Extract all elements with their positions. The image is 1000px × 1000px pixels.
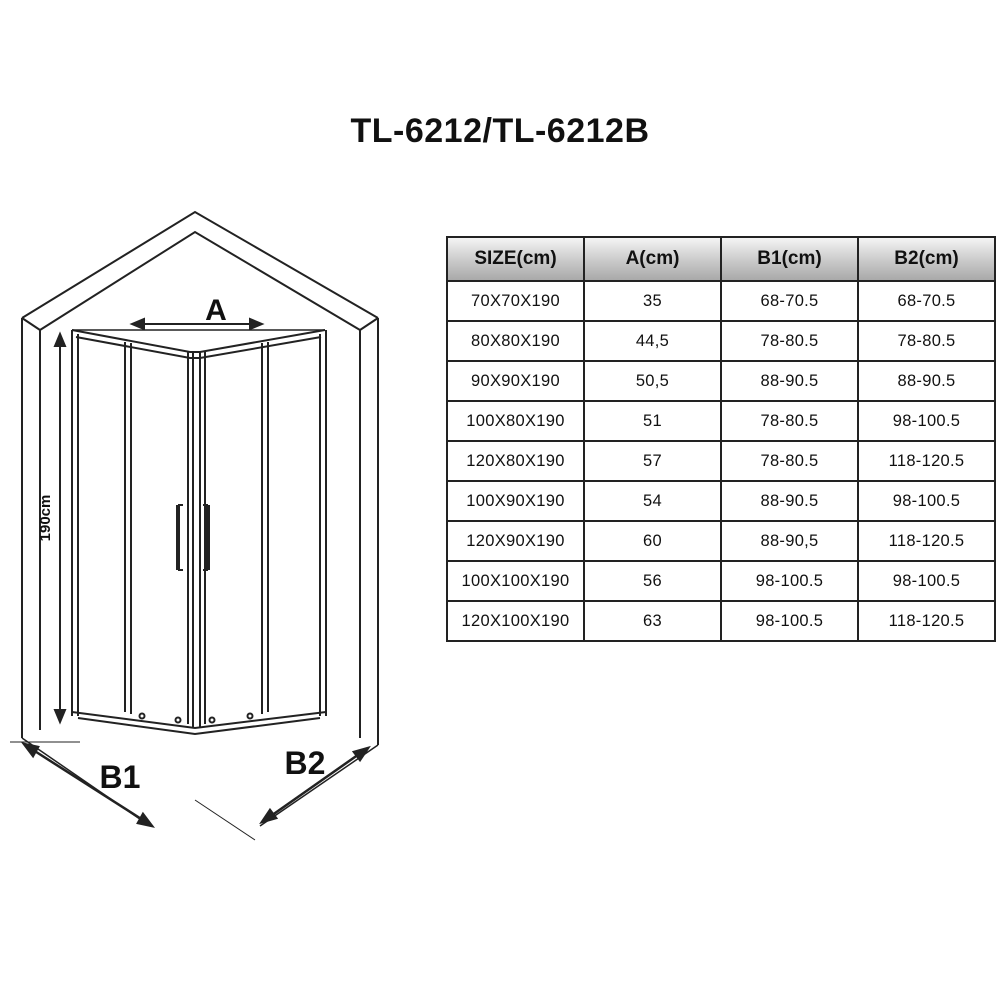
header-b2: B2(cm) (858, 237, 995, 281)
cell-b1: 98-100.5 (721, 561, 858, 601)
table-row (447, 481, 995, 521)
cell-size: 120X100X190 (447, 601, 584, 641)
cell-b1: 88-90.5 (721, 361, 858, 401)
table-header-row (447, 237, 995, 281)
cell-b1: 78-80.5 (721, 441, 858, 481)
cell-b2: 118-120.5 (858, 441, 995, 481)
cell-b2: 98-100.5 (858, 561, 995, 601)
cell-a: 35 (584, 281, 721, 321)
cell-size: 80X80X190 (447, 321, 584, 361)
shower-enclosure-diagram (0, 0, 430, 1000)
cell-a: 54 (584, 481, 721, 521)
cell-a: 51 (584, 401, 721, 441)
table-row (447, 401, 995, 441)
cell-b2: 98-100.5 (858, 481, 995, 521)
product-title: TL-6212/TL-6212B (350, 112, 650, 150)
header-a: A(cm) (584, 237, 721, 281)
cell-a: 63 (584, 601, 721, 641)
cell-size: 100X100X190 (447, 561, 584, 601)
table-row (447, 521, 995, 561)
cell-size: 120X90X190 (447, 521, 584, 561)
cell-b1: 88-90.5 (721, 481, 858, 521)
cell-size: 120X80X190 (447, 441, 584, 481)
cell-a: 56 (584, 561, 721, 601)
dimension-height-label: 190cm (37, 494, 54, 542)
cell-b1: 98-100.5 (721, 601, 858, 641)
cell-b2: 78-80.5 (858, 321, 995, 361)
cell-b1: 78-80.5 (721, 401, 858, 441)
cell-b2: 68-70.5 (858, 281, 995, 321)
dimension-b2-label: B2 (284, 745, 326, 781)
cell-size: 70X70X190 (447, 281, 584, 321)
cell-b2: 118-120.5 (858, 521, 995, 561)
dimension-a-label: A (205, 294, 227, 327)
table-row (447, 561, 995, 601)
table-row (447, 281, 995, 321)
table-row (447, 441, 995, 481)
cell-size: 100X90X190 (447, 481, 584, 521)
cell-size: 100X80X190 (447, 401, 584, 441)
header-size: SIZE(cm) (447, 237, 584, 281)
cell-b2: 98-100.5 (858, 401, 995, 441)
cell-b1: 68-70.5 (721, 281, 858, 321)
cell-b1: 78-80.5 (721, 321, 858, 361)
table-row (447, 361, 995, 401)
wall-outline-outer (22, 212, 378, 318)
cell-b2: 118-120.5 (858, 601, 995, 641)
cell-b2: 88-90.5 (858, 361, 995, 401)
size-spec-table (446, 236, 996, 642)
cell-a: 50,5 (584, 361, 721, 401)
cell-a: 60 (584, 521, 721, 561)
cell-b1: 88-90,5 (721, 521, 858, 561)
cell-size: 90X90X190 (447, 361, 584, 401)
cell-a: 44,5 (584, 321, 721, 361)
wall-outline-inner (40, 232, 360, 330)
table-row (447, 601, 995, 641)
cell-a: 57 (584, 441, 721, 481)
table-row (447, 321, 995, 361)
dimension-b1-label: B1 (99, 759, 141, 795)
header-b1: B1(cm) (721, 237, 858, 281)
